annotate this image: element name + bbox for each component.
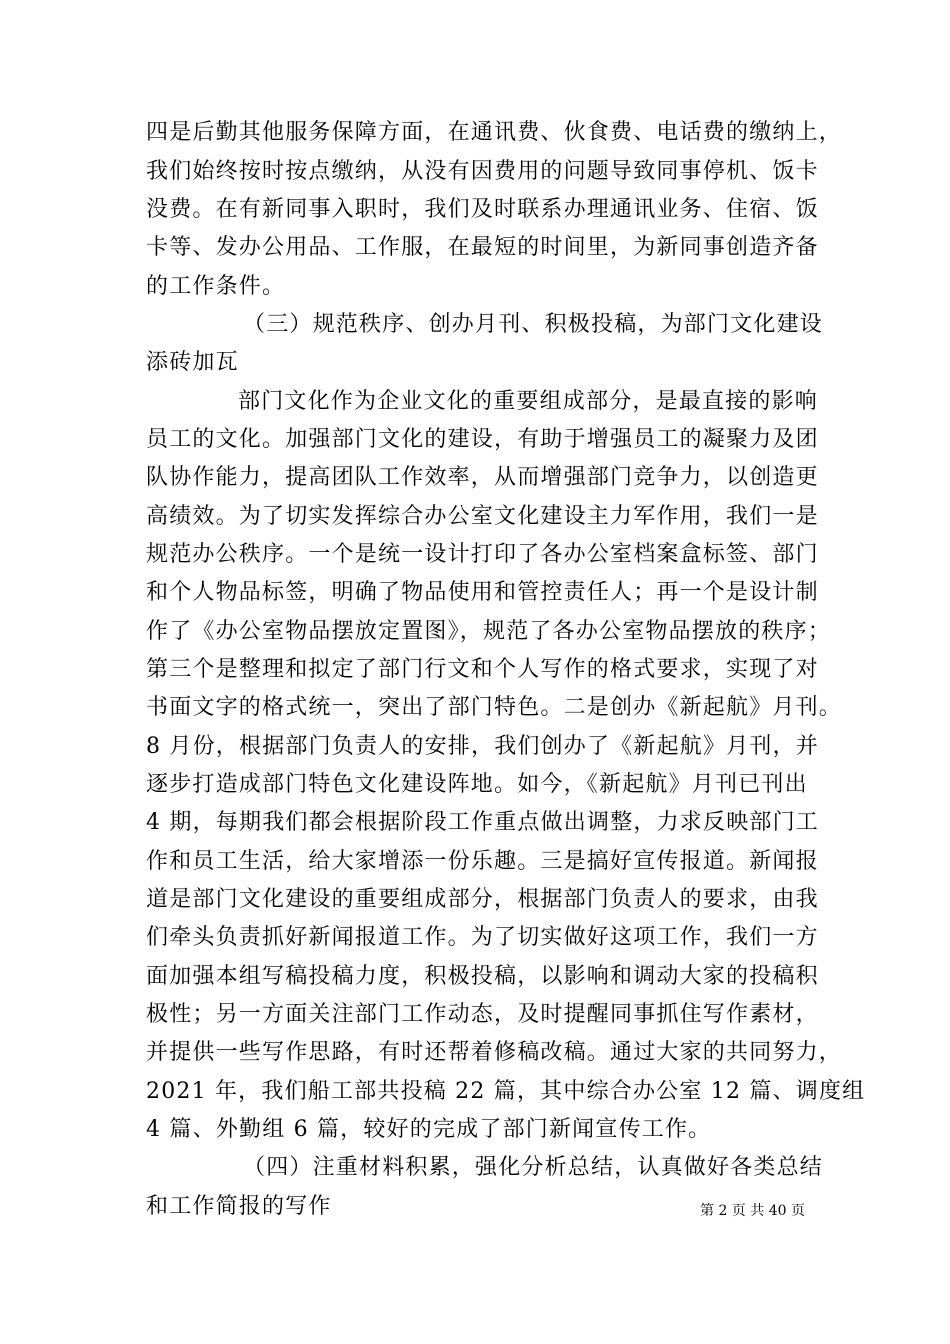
text-line: 们牵头负责抓好新闻报道工作。为了切实做好这项工作，我们一方 xyxy=(146,925,819,950)
text-line: 逐步打造成部门特色文化建设阵地。如今，《新起航》月刊已刊出 xyxy=(146,772,808,797)
text-line: 道是部门文化建设的重要组成部分，根据部门负责人的要求，由我 xyxy=(146,887,819,912)
text-line: 极性；另一方面关注部门工作动态，及时提醒同事抓住写作素材， xyxy=(146,1002,819,1027)
section-heading-4: （四）注重材料积累，强化分析总结，认真做好各类总结 xyxy=(243,1155,824,1180)
text-line: 没费。在有新同事入职时，我们及时联系办理通讯业务、住宿、饭 xyxy=(146,197,819,222)
section-heading-3-continued: 添砖加瓦 xyxy=(146,350,239,375)
text-line: 我们始终按时按点缴纳，从没有因费用的问题导致同事停机、饭卡 xyxy=(146,159,819,184)
text-line: 和个人物品标签，明确了物品使用和管控责任人；再一个是设计制 xyxy=(146,580,819,605)
section-heading-4-continued: 和工作简报的写作 xyxy=(146,1194,332,1219)
text-line: 8 月份，根据部门负责人的安排，我们创办了《新起航》月刊，并 xyxy=(146,734,819,759)
text-line: 卡等、发办公用品、工作服，在最短的时间里，为新同事创造齐备 xyxy=(146,235,819,260)
text-line: 书面文字的格式统一，突出了部门特色。二是创办《新起航》月刊。 xyxy=(146,695,843,720)
text-line: 第三个是整理和拟定了部门行文和个人写作的格式要求，实现了对 xyxy=(146,657,819,682)
text-line: 队协作能力，提高团队工作效率，从而增强部门竞争力，以创造更 xyxy=(146,465,819,490)
text-line: 规范办公秩序。一个是统一设计打印了各办公室档案盒标签、部门 xyxy=(146,542,819,567)
page-number-footer: 第 2 页 共 40 页 xyxy=(700,1203,805,1219)
text-line: 作和员工生活，给大家增添一份乐趣。三是搞好宣传报道。新闻报 xyxy=(146,849,819,874)
text-line: 并提供一些写作思路，有时还帮着修稿改稿。通过大家的共同努力， xyxy=(146,1040,843,1065)
paragraph-start: 部门文化作为企业文化的重要组成部分，是最直接的影响 xyxy=(238,389,819,414)
text-line: 四是后勤其他服务保障方面，在通讯费、伙食费、电话费的缴纳上， xyxy=(146,120,843,145)
text-line: 4 期，每期我们都会根据阶段工作重点做出调整，力求反映部门工 xyxy=(146,810,819,835)
text-line: 面加强本组写稿投稿力度，积极投稿，以影响和调动大家的投稿积 xyxy=(146,964,819,989)
section-heading-3: （三）规范秩序、创办月刊、积极投稿，为部门文化建设 xyxy=(243,312,824,337)
text-line: 2021 年，我们船工部共投稿 22 篇，其中综合办公室 12 篇、调度组 xyxy=(146,1079,866,1104)
text-line: 员工的文化。加强部门文化的建设，有助于增强员工的凝聚力及团 xyxy=(146,427,819,452)
text-line: 作了《办公室物品摆放定置图》，规范了各办公室物品摆放的秩序； xyxy=(146,619,832,644)
text-line: 高绩效。为了切实发挥综合办公室文化建设主力军作用，我们一是 xyxy=(146,504,819,529)
text-line: 的工作条件。 xyxy=(146,274,286,299)
text-line: 4 篇、外勤组 6 篇，较好的完成了部门新闻宣传工作。 xyxy=(146,1117,712,1142)
